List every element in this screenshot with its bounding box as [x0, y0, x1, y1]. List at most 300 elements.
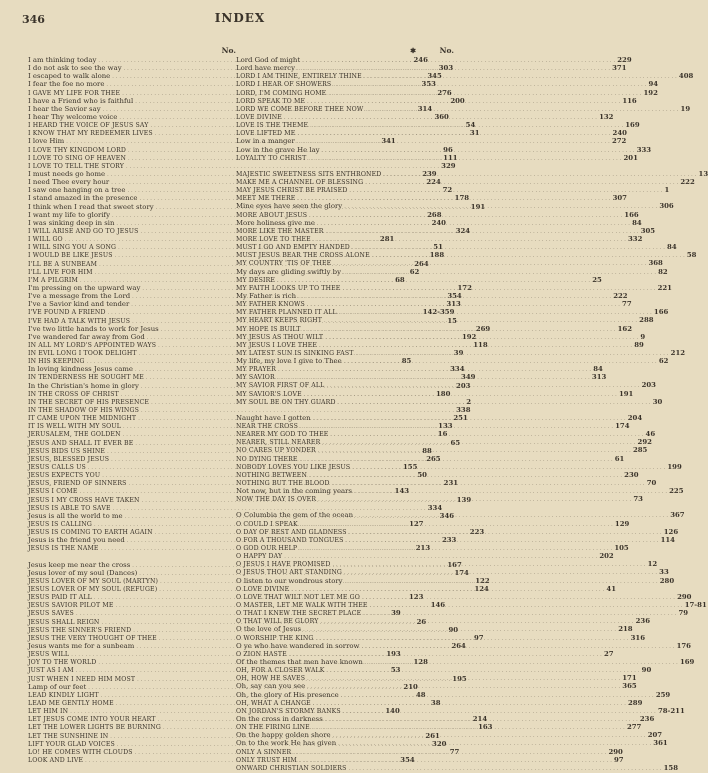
hymn-number: 290: [608, 747, 623, 756]
hymn-number: 329: [441, 161, 456, 170]
hymn-title: LORD I AM THINE, ENTIRELY THINE: [236, 73, 362, 81]
hymn-number: 30: [652, 397, 663, 406]
hymn-title: O JESUS I HAVE PROMISED: [236, 561, 331, 569]
hymn-title: IN EVIL LONG I TOOK DELIGHT: [28, 350, 137, 358]
hymn-title: MY JESUS AS THOU WILT: [236, 333, 324, 341]
hymn-title: O DAY OF REST AND GLADNESS: [236, 528, 347, 536]
index-entry: [236, 690, 671, 699]
hymn-number: 280: [659, 576, 675, 585]
hymn-number: 158: [663, 763, 679, 772]
hymn-number: 231: [443, 479, 459, 488]
hymn-title: MY SAVIOR FIRST OF ALL: [236, 382, 325, 390]
index-entry: [236, 552, 614, 561]
hymn-title: Jesus keep me near the cross: [28, 560, 131, 569]
hymn-number: 334: [450, 365, 465, 374]
hymn-title: IT CAME UPON THE MIDNIGHT: [28, 415, 137, 423]
hymn-title: I LOVE THY KINGDOM LORD: [28, 146, 127, 154]
hymn-title: JESUS THE SINNER'S FRIEND: [28, 626, 132, 634]
hymn-title: NO CARES UP YONDER: [236, 447, 316, 455]
index-entry: [236, 177, 695, 186]
index-entry: [236, 657, 695, 666]
hymn-title: Lord have mercy: [236, 64, 295, 73]
hymn-title: MY COUNTRY 'TIS OF THEE: [236, 260, 332, 268]
index-entry: [236, 210, 639, 219]
hymn-number: 123: [409, 593, 424, 602]
hymn-number: 195: [452, 674, 467, 683]
hymn-title: IT IS WELL WITH MY SOUL: [28, 423, 122, 431]
hymn-number: 82: [658, 267, 668, 276]
index-entry: [236, 470, 639, 479]
hymn-number: 269: [475, 324, 491, 333]
hymn-title: JESUS LOVER OF MY SOUL (REFUGE): [28, 586, 158, 593]
hymn-number: 46: [645, 430, 656, 439]
hymn-title: I have a Friend who is faithful: [28, 96, 134, 105]
hymn-number: 143: [394, 487, 410, 496]
hymn-title: I was sinking deep in sin: [28, 218, 115, 227]
hymn-number: 97: [473, 633, 484, 642]
hymn-title: LET JESUS COME INTO YOUR HEART: [28, 716, 156, 724]
hymn-title: O COULD I SPEAK: [236, 520, 298, 528]
hymn-title: JESUS AND SHALL IT EVER BE: [28, 439, 134, 447]
hymn-number: 333: [636, 145, 652, 154]
hymn-number: 276: [437, 88, 452, 97]
hymn-number: 212: [670, 348, 686, 357]
hymn-number: 51: [433, 243, 443, 252]
hymn-number: 174: [615, 422, 630, 431]
hymn-number: 306: [659, 202, 674, 211]
index-entry: [236, 511, 685, 520]
hymn-title: JESUS EXPECTS YOU: [28, 472, 101, 480]
hymn-title: LOYALTY TO CHRIST: [236, 154, 307, 162]
hymn-title: JESUS SAVIOR PILOT ME: [28, 602, 114, 610]
hymn-number: 222: [613, 291, 628, 300]
index-entry: [236, 259, 663, 268]
hymn-number: 167: [447, 560, 462, 569]
hymn-title: LO! HE COMES WITH CLOUDS: [28, 748, 133, 756]
hymn-number: 191: [470, 202, 486, 211]
hymn-title: O MASTER, LET ME WALK WITH THEE: [236, 602, 368, 609]
hymn-number: 368: [648, 259, 663, 268]
hymn-title: O LOVE DIVINE: [236, 585, 290, 593]
index-entry: [236, 609, 689, 618]
hymn-number: 261: [425, 731, 440, 740]
hymn-title: I HEARD THE VOICE OF JESUS SAY: [28, 122, 149, 130]
hymn-number: 88: [422, 446, 432, 455]
hymn-number: 202: [599, 552, 614, 561]
index-entry: [236, 72, 694, 81]
hymn-title: JERUSALEM, THE GOLDEN: [28, 431, 121, 439]
hymn-title: LORD I HEAR OF SHOWERS: [236, 81, 332, 89]
hymn-number: 139: [456, 495, 472, 504]
hymn-title: IN TENDERNESS HE SOUGHT ME: [28, 374, 144, 382]
hymn-title: LORD WE COME BEFORE THEE NOW: [236, 105, 364, 113]
hymn-title: MY FATHER PLANNED IT ALL: [236, 309, 337, 317]
hymn-number: 236: [639, 714, 655, 723]
index-entry: [236, 698, 643, 707]
hymn-title: O THAT I KNEW THE SECRET PLACE: [236, 610, 362, 618]
hymn-number: 354: [447, 292, 462, 301]
hymn-title: OH, FOR A CLOSER WALK: [236, 667, 325, 675]
hymn-number: 116: [622, 96, 637, 105]
hymn-title: I've two little hands to work for Jesus: [28, 324, 159, 333]
hymn-title: I WILL GO: [28, 236, 63, 244]
hymn-title: Low in a manger: [236, 137, 295, 146]
dot-leader: [318, 495, 631, 504]
hymn-title: More holiness give me: [236, 218, 315, 227]
index-entry: [236, 80, 659, 89]
hymn-number: 313: [591, 373, 607, 382]
hymn-number: 129: [614, 519, 630, 528]
hymn-title: I'VE HAD A TALK WITH JESUS: [28, 317, 131, 325]
hymn-number: 155: [402, 463, 418, 472]
hymn-title: Not now, but in the coming years: [236, 487, 352, 496]
hymn-number: 353: [421, 80, 436, 89]
hymn-title: O FOR A THOUSAND TONGUES: [236, 536, 344, 544]
hymn-number: 320: [432, 739, 447, 748]
hymn-title: O JESUS THOU ART STANDING: [236, 569, 343, 577]
hymn-number: 277: [626, 723, 642, 732]
hymn-title: I'm pressing on the upward way: [28, 283, 141, 292]
index-entry: [236, 739, 668, 748]
hymn-title: MY FATHER KNOWS: [236, 301, 305, 309]
hymn-title: MY HOPE IS BUILT: [236, 325, 301, 333]
index-entry: [236, 731, 663, 740]
hymn-number: 84: [632, 218, 642, 227]
hymn-title: Jesus is the friend you need: [28, 536, 125, 545]
right-column-header: [236, 46, 454, 56]
hymn-number: 371: [612, 64, 627, 73]
hymn-title: JESUS SHALL REIGN: [28, 618, 100, 626]
hymn-title: My life, my love I give to Thee: [236, 357, 342, 366]
hymn-title: I'VE FOUND A FRIEND: [28, 309, 106, 317]
index-entry: [236, 666, 652, 675]
hymn-number: 105: [614, 544, 629, 553]
hymn-number: 223: [469, 528, 485, 537]
index-entry: [236, 267, 668, 276]
index-entry: [236, 56, 632, 64]
index-entry: [28, 406, 471, 415]
hymn-title: JESUS IS COMING TO EARTH AGAIN: [28, 529, 153, 537]
hymn-title: NEARER, STILL NEARER: [236, 439, 321, 447]
index-entry: [236, 617, 651, 626]
hymn-number: 27: [603, 649, 614, 658]
hymn-title: LIFT YOUR GLAD VOICES: [28, 740, 115, 748]
hymn-title: I saw one hanging on a tree: [28, 186, 126, 195]
hymn-title: LEAD KINDLY LIGHT: [28, 691, 99, 699]
hymn-title: MY FAITH LOOKS UP TO THEE: [236, 284, 341, 292]
hymn-title: MAY JESUS CHRIST BE PRAISED: [236, 187, 348, 195]
hymn-number: 48: [415, 690, 426, 699]
index-entry: [236, 169, 708, 178]
hymn-title: LET HIM IN: [28, 708, 69, 716]
hymn-number: 188: [429, 251, 445, 260]
hymn-title: I KNOW THAT MY REDEEMER LIVES: [28, 130, 153, 138]
hymn-title: NOTHING BUT THE BLOOD: [236, 480, 330, 488]
hymn-title: I fear the foe no more: [28, 80, 105, 89]
hymn-number: 281: [379, 235, 395, 244]
hymn-title: Mine eyes have seen the glory: [236, 202, 343, 211]
hymn-number: 128: [413, 658, 428, 667]
hymn-title: I must needs go home: [28, 169, 106, 178]
hymn-number: 65: [450, 438, 461, 447]
hymn-title: LOVE DIVINE: [236, 113, 282, 121]
index-entry: [236, 88, 658, 97]
section-gap: [236, 162, 454, 170]
hymn-title: NO DYING THERE: [236, 455, 298, 463]
hymn-number: 84: [593, 365, 603, 374]
hymn-number: 162: [617, 324, 633, 333]
hymn-title: I WOULD BE LIKE JESUS: [28, 252, 113, 260]
hymn-title: On the happy golden shore: [236, 731, 331, 740]
hymn-number: 78-211: [657, 706, 685, 715]
page-number: 346: [22, 13, 45, 26]
hymn-number: 70: [646, 479, 657, 488]
hymn-number: 213: [415, 544, 431, 553]
hymn-title: JESUS, BLESSED JESUS: [28, 455, 110, 463]
index-entry: [236, 592, 692, 601]
hymn-number: 346: [439, 511, 455, 520]
hymn-title: My days are gliding swiftly by: [236, 267, 341, 276]
hymn-number: 349: [461, 373, 476, 382]
hymn-number: 90: [448, 625, 459, 634]
hymn-title: LET THE LOWER LIGHTS BE BURNING: [28, 724, 161, 732]
index-entry: [236, 389, 634, 398]
hymn-title: JESUS IS THE NAME: [28, 545, 99, 553]
hymn-number: 354: [400, 755, 415, 764]
dot-leader: [348, 764, 661, 773]
hymn-number: 192: [461, 332, 477, 341]
index-entry: [236, 397, 663, 406]
hymn-title: I love Him: [28, 137, 65, 146]
hymn-title: O ZION HASTE: [236, 650, 287, 658]
hymn-title: LORD SPEAK TO ME: [236, 97, 306, 105]
hymn-number: 26: [416, 617, 427, 626]
hymn-title: NEARER MY GOD TO THEE: [236, 431, 329, 439]
hymn-number: 25: [592, 275, 602, 284]
hymn-number: 97: [614, 755, 624, 764]
index-entry: [236, 186, 670, 195]
index-entry: [236, 601, 707, 609]
hymn-title: LEAD ME GENTLY HOME: [28, 699, 114, 707]
hymn-number: 61: [614, 454, 625, 463]
hymn-number: 58: [686, 251, 697, 260]
hymn-title: Naught have I gotten: [236, 413, 311, 422]
hymn-title: I've a message from the Lord: [28, 292, 131, 301]
index-entry: [236, 64, 627, 73]
hymn-number: 240: [431, 218, 446, 227]
hymn-number: 176: [676, 641, 691, 650]
hymn-number: 12: [647, 560, 658, 569]
hymn-title: LOVE LIFTED ME: [236, 130, 296, 138]
hymn-title: IN ALL MY LORD'S APPOINTED WAYS: [28, 341, 157, 349]
hymn-title: I escaped to walk alone: [28, 72, 111, 81]
hymn-number: 169: [679, 657, 695, 666]
hymn-title: I WILL ARISE AND GO TO JESUS: [28, 227, 139, 235]
hymn-title: O HAPPY DAY: [236, 553, 283, 561]
hymn-title: JESUS, FRIEND OF SINNERS: [28, 480, 127, 488]
hymn-title: MY SAVIOR: [236, 374, 275, 382]
index-entry: [236, 422, 630, 431]
hymn-title: MORE LOVE TO THEE: [236, 235, 311, 243]
hymn-number: 31: [469, 129, 480, 138]
hymn-number: 68: [395, 275, 405, 284]
hymn-number: 221: [657, 283, 672, 292]
hymn-number: 17-81: [684, 601, 707, 609]
hymn-title: LOOK AND LIVE: [28, 756, 84, 764]
hymn-number: 365: [622, 682, 637, 691]
hymn-number: 9: [640, 332, 646, 341]
hymn-title: MY SOUL BE ON THY GUARD: [236, 398, 336, 406]
hymn-title: O THAT WILL BE GLORY: [236, 618, 319, 626]
hymn-number: 62: [658, 357, 669, 366]
hymn-number: 265: [426, 454, 441, 463]
hymn-title: Lamp of our feet: [28, 682, 87, 691]
hymn-title: MAJESTIC SWEETNESS SITS ENTHRONED: [236, 170, 382, 178]
hymn-title: ONWARD CHRISTIAN SOLDIERS: [236, 764, 347, 772]
hymn-number: 53: [390, 666, 401, 675]
number-column-label: No.: [221, 46, 236, 55]
hymn-title: O LOVE THAT WILT NOT LET ME GO: [236, 593, 360, 601]
hymn-number: 166: [624, 210, 639, 219]
hymn-number: 39: [453, 349, 464, 358]
hymn-title: O ye who have wandered in sorrow: [236, 641, 360, 650]
hymn-title: MY LATEST SUN IS SINKING FAST: [236, 349, 354, 357]
hymn-number: 360: [434, 112, 449, 121]
hymn-number: 180: [436, 389, 451, 398]
hymn-number: 178: [454, 194, 470, 203]
hymn-title: JESUS BIDS US SHINE: [28, 447, 106, 455]
hymn-number: 408: [678, 72, 694, 81]
index-entry: [236, 462, 682, 471]
hymn-number: 16: [437, 430, 448, 439]
hymn-number: 127: [409, 520, 424, 529]
hymn-title: MY DESIRE: [236, 276, 276, 284]
hymn-number: 171: [622, 674, 637, 683]
hymn-number: 230: [624, 470, 639, 479]
dot-leader: [338, 398, 651, 407]
hymn-title: Of the themes that men have known: [236, 657, 363, 666]
hymn-title: In loving kindness Jesus came: [28, 365, 133, 374]
index-entry: [236, 218, 642, 227]
hymn-title: MY JESUS I LOVE THEE: [236, 341, 318, 349]
hymn-title: JESUS THE VERY THOUGHT OF THEE: [28, 634, 157, 642]
index-entry: [236, 316, 654, 325]
hymn-number: 305: [640, 226, 656, 235]
hymn-number: 341: [381, 137, 396, 146]
hymn-number: 246: [413, 56, 428, 64]
hymn-title: I think when I read that sweet story: [28, 202, 154, 211]
index-entry: [236, 104, 691, 113]
hymn-title: I LOVE TO SING OF HEAVEN: [28, 154, 127, 162]
index-entry: [236, 519, 630, 528]
index-entry: [236, 755, 624, 764]
hymn-title: I hear the Savior say: [28, 104, 101, 113]
hymn-number: 96: [443, 145, 453, 154]
hymn-number: 89: [634, 340, 644, 349]
hymn-number: 174: [454, 568, 469, 577]
hymn-number: 84: [667, 243, 677, 252]
index-entry: [236, 137, 627, 146]
hymn-number: 41: [606, 584, 616, 593]
index-entry: [236, 308, 669, 317]
hymn-number: 94: [648, 80, 659, 89]
hymn-title: Jesus lover of my soul (Dances): [28, 568, 138, 577]
index-entry: [236, 243, 677, 252]
hymn-title: JESUS IS ABLE TO SAVE: [28, 504, 111, 512]
index-entry: [236, 649, 614, 658]
hymn-number: 73: [633, 495, 643, 504]
hymn-title: I LOVE TO TELL THE STORY: [28, 162, 125, 170]
hymn-number: 203: [641, 381, 656, 390]
hymn-title: JUST AS I AM: [28, 667, 74, 675]
hymn-number: 124: [474, 585, 489, 593]
hymn-title: JESUS LOVER OF MY SOUL (MARTYN): [28, 577, 159, 585]
hymn-title: MORE ABOUT JESUS: [236, 211, 308, 219]
hymn-number: 38: [430, 698, 441, 707]
hymn-number: 224: [426, 178, 441, 187]
index-entry: [236, 454, 625, 463]
index-entry: [28, 503, 443, 512]
hymn-title: NEAR THE CROSS: [236, 423, 298, 431]
hymn-number: 264: [414, 259, 429, 268]
hymn-number: 126: [663, 527, 679, 536]
hymn-number: 289: [627, 698, 643, 707]
hymn-number: 77: [449, 747, 460, 756]
hymn-number: 203: [456, 381, 471, 390]
hymn-number: 193: [386, 650, 401, 659]
hymn-number: 79: [678, 609, 689, 618]
number-column-label: No.: [439, 46, 454, 55]
index-entry: [236, 446, 648, 455]
hymn-title: O Columbia the gem of the ocean: [236, 511, 354, 520]
hymn-number: 50: [417, 471, 427, 480]
hymn-number: 201: [623, 153, 638, 162]
section-gap: [236, 503, 454, 511]
hymn-title: Low in the grave He lay: [236, 145, 320, 154]
hymn-number: 72: [442, 186, 453, 195]
hymn-title: MAKE ME A CHANNEL OF BLESSING: [236, 178, 364, 186]
hymn-number: 13: [698, 169, 708, 178]
index-entry: [236, 381, 656, 390]
hymn-number: 122: [475, 576, 490, 585]
hymn-title: I hear Thy welcome voice: [28, 112, 118, 121]
hymn-number: 314: [417, 104, 433, 113]
index-entry: [236, 487, 684, 496]
hymn-number: 303: [438, 64, 454, 73]
hymn-title: JUST WHEN I NEED HIM MOST: [28, 675, 136, 683]
hymn-number: 285: [632, 446, 648, 455]
page-title: INDEX: [214, 11, 266, 25]
hymn-number: 192: [643, 88, 658, 97]
hymn-number: 19: [680, 104, 691, 113]
hymn-number: 207: [647, 731, 663, 740]
hymn-number: 191: [618, 389, 634, 398]
hymn-title: JESUS CALLS US: [28, 464, 86, 472]
hymn-title: O GOD OUR HELP: [236, 545, 298, 553]
hymn-title: I do not ask to see the way: [28, 64, 122, 73]
hymn-number: 251: [453, 414, 468, 423]
hymn-number: 290: [677, 592, 692, 601]
hymn-title: IN THE SHADOW OF HIS WINGS: [28, 407, 139, 415]
hymn-number: 2: [466, 397, 472, 406]
section-gap: [236, 406, 454, 414]
hymn-title: Lord God of might: [236, 56, 301, 64]
hymn-title: I want my life to glorify: [28, 210, 110, 219]
hymn-title: On the cross in darkness: [236, 714, 323, 723]
hymn-number: 85: [401, 357, 412, 366]
index-entry: [28, 161, 456, 170]
hymn-number: 39: [391, 609, 401, 618]
